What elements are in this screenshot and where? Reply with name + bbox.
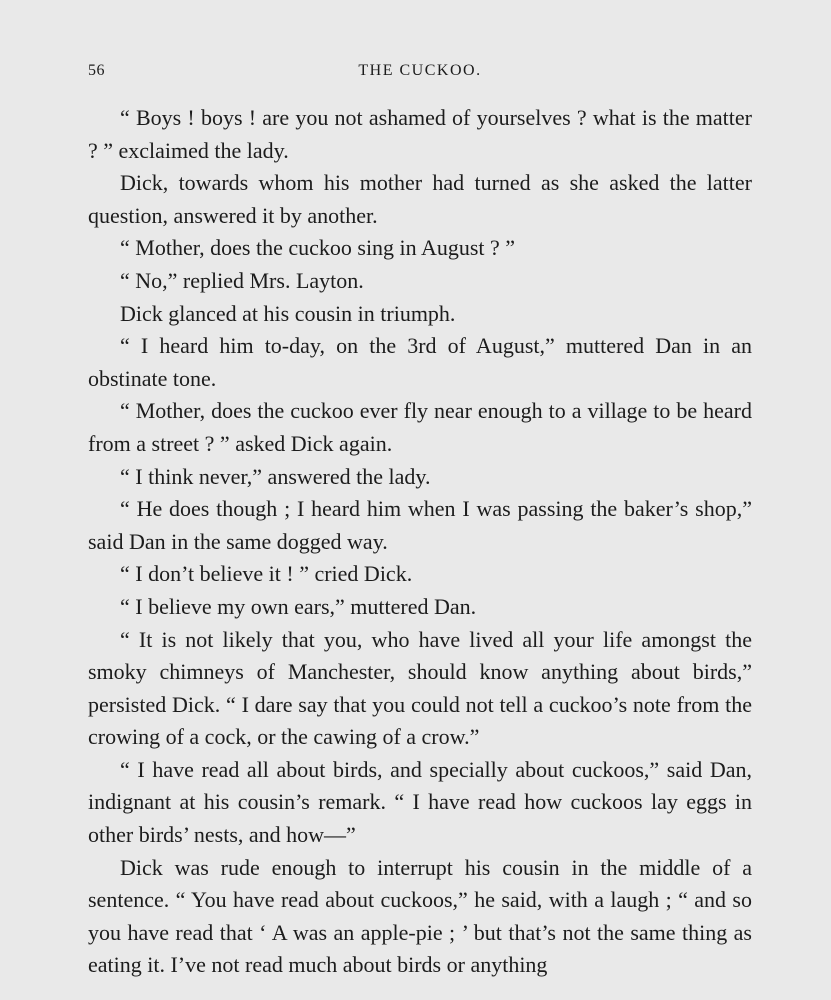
- paragraph: “ I think never,” answered the lady.: [120, 463, 431, 489]
- paragraph: “ It is not likely that you, who have lived all your life amongst the smoky chimneys of Manchester, should know anything about birds,” persisted Dick. “ I dare say that you could not tell a cuckoo’s note from the crowing of a cock, or the cawing of a crow.”: [88, 626, 752, 750]
- paragraph: “ I believe my own ears,” muttered Dan.: [120, 593, 477, 619]
- paragraph: Dick glanced at his cousin in triumph.: [120, 300, 456, 326]
- paragraph: “ He does though ; I heard him when I was passing the baker’s shop,” said Dan in the same dogged way.: [88, 496, 752, 554]
- paragraph: “ I have read all about birds, and specially about cuckoos,” said Dan, indignant at his cousin’s remark. “ I have read how cuckoos lay eggs in other birds’ nests, and how—”: [88, 756, 752, 848]
- paragraph: “ I heard him to-day, on the 3rd of August,” muttered Dan in an obstinate tone.: [88, 333, 752, 391]
- page-header: [88, 62, 752, 92]
- paragraph: “ Boys ! boys ! are you not ashamed of yourselves ? what is the matter ? ” exclaimed the lady.: [88, 105, 752, 163]
- page-body: [88, 102, 752, 982]
- paragraph: “ Mother, does the cuckoo sing in August ? ”: [120, 235, 516, 261]
- paragraph: “ I don’t believe it ! ” cried Dick.: [120, 561, 413, 587]
- paragraph: “ Mother, does the cuckoo ever fly near enough to a village to be heard from a street ? ” asked Dick again.: [88, 398, 752, 456]
- paragraph: “ No,” replied Mrs. Layton.: [120, 267, 364, 293]
- running-title: THE CUCKOO.: [358, 62, 482, 79]
- paragraph: Dick, towards whom his mother had turned as she asked the latter question, answered it by another.: [88, 170, 752, 228]
- paragraph: Dick was rude enough to interrupt his cousin in the middle of a sentence. “ You have read about cuckoos,” he said, with a laugh ; “ and so you have read that ‘ A was an apple-pie ; ’ but that’s not the same thing as eating it. I’ve not read much about birds or anything: [88, 854, 752, 978]
- page-number: 56: [88, 62, 105, 79]
